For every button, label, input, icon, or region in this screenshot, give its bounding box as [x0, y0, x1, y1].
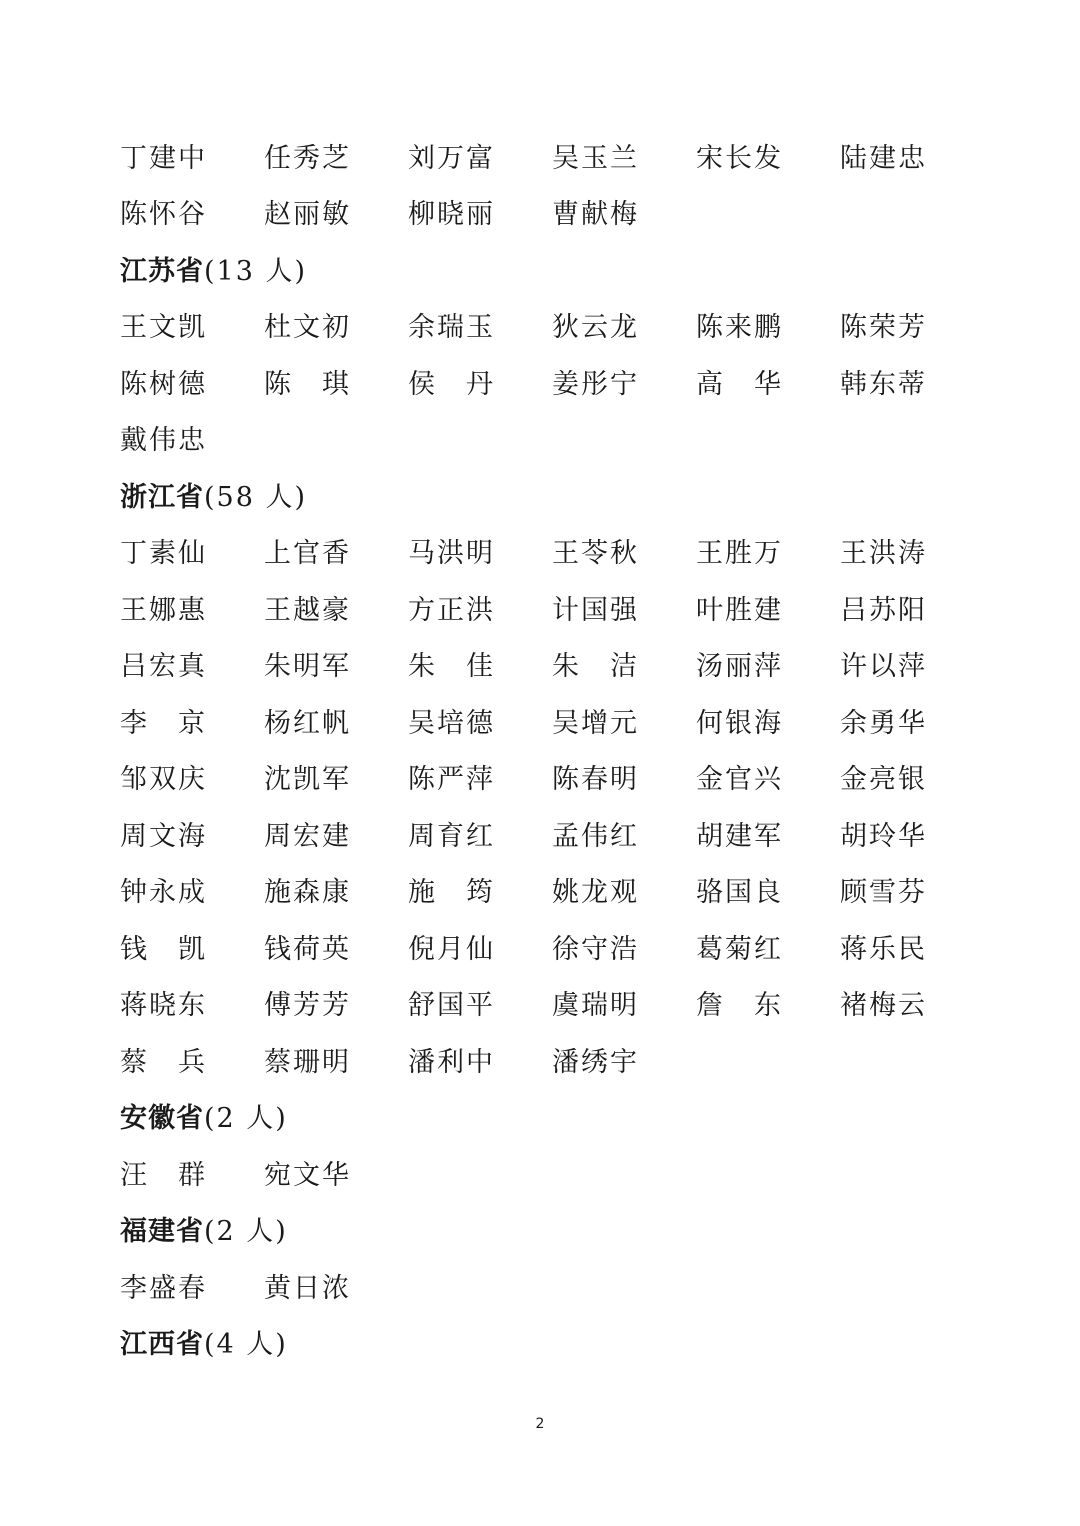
- person-name: 施 筠: [408, 877, 495, 909]
- name-row: [120, 978, 980, 1035]
- person-name: 舒国平: [408, 990, 495, 1022]
- person-name: 任秀芝: [264, 142, 351, 174]
- person-name: 余瑞玉: [408, 312, 495, 344]
- person-name: 曹献梅: [552, 199, 639, 231]
- person-name: 周宏建: [264, 820, 351, 852]
- name-row: [120, 808, 980, 865]
- province-heading: [120, 1204, 980, 1261]
- name-list-document: [120, 130, 980, 1373]
- province-heading: [120, 1091, 980, 1148]
- person-name: 吴培德: [408, 707, 495, 739]
- person-name: 吴玉兰: [552, 142, 639, 174]
- person-name: 黄日浓: [264, 1272, 351, 1304]
- person-name: 吕苏阳: [840, 594, 927, 626]
- person-name: 潘绣宇: [552, 1046, 639, 1078]
- person-name: 陈春明: [552, 764, 639, 796]
- person-name: 陈树德: [120, 368, 207, 400]
- person-name: 金亮银: [840, 764, 927, 796]
- province-name: 浙江省: [120, 481, 204, 513]
- person-name: 姜彤宁: [552, 368, 639, 400]
- name-row: [120, 1260, 980, 1317]
- person-name: 王娜惠: [120, 594, 207, 626]
- person-name: 陈怀谷: [120, 199, 207, 231]
- province-heading: [120, 469, 980, 526]
- person-name: 姚龙观: [552, 877, 639, 909]
- person-name: 余勇华: [840, 707, 927, 739]
- person-name: 何银海: [696, 707, 783, 739]
- province-count: (4 人): [204, 1329, 288, 1361]
- province-count: (13 人): [204, 255, 308, 287]
- name-row: [120, 130, 980, 187]
- name-row: [120, 752, 980, 809]
- person-name: 倪月仙: [408, 933, 495, 965]
- name-row: [120, 865, 980, 922]
- person-name: 陈 琪: [264, 368, 351, 400]
- person-name: 吴增元: [552, 707, 639, 739]
- person-name: 柳晓丽: [408, 199, 495, 231]
- name-row: [120, 526, 980, 583]
- person-name: 褚梅云: [840, 990, 927, 1022]
- person-name: 钱 凯: [120, 933, 207, 965]
- name-row: [120, 356, 980, 413]
- person-name: 朱明军: [264, 651, 351, 683]
- person-name: 赵丽敏: [264, 199, 351, 231]
- person-name: 杜文初: [264, 312, 351, 344]
- person-name: 陈荣芳: [840, 312, 927, 344]
- person-name: 侯 丹: [408, 368, 495, 400]
- person-name: 李盛春: [120, 1272, 207, 1304]
- person-name: 蔡珊明: [264, 1046, 351, 1078]
- province-name: 福建省: [120, 1216, 204, 1248]
- person-name: 骆国良: [696, 877, 783, 909]
- person-name: 刘万富: [408, 142, 495, 174]
- person-name: 胡建军: [696, 820, 783, 852]
- name-row: [120, 1147, 980, 1204]
- person-name: 钟永成: [120, 877, 207, 909]
- name-row: [120, 300, 980, 357]
- province-heading: [120, 1317, 980, 1374]
- person-name: 陈来鹏: [696, 312, 783, 344]
- person-name: 许以萍: [840, 651, 927, 683]
- page-number: 2: [535, 1416, 545, 1432]
- person-name: 蒋乐民: [840, 933, 927, 965]
- name-row: [120, 582, 980, 639]
- name-row: [120, 187, 980, 244]
- province-count: (2 人): [204, 1103, 288, 1135]
- person-name: 王文凯: [120, 312, 207, 344]
- person-name: 詹 东: [696, 990, 783, 1022]
- person-name: 李 京: [120, 707, 207, 739]
- person-name: 邹双庆: [120, 764, 207, 796]
- person-name: 沈凯军: [264, 764, 351, 796]
- person-name: 王洪涛: [840, 538, 927, 570]
- person-name: 葛菊红: [696, 933, 783, 965]
- name-row: [120, 921, 980, 978]
- person-name: 孟伟红: [552, 820, 639, 852]
- person-name: 朱 佳: [408, 651, 495, 683]
- province-count: (2 人): [204, 1216, 288, 1248]
- name-row: [120, 695, 980, 752]
- province-heading: [120, 243, 980, 300]
- person-name: 汤丽萍: [696, 651, 783, 683]
- province-name: 江苏省: [120, 255, 204, 287]
- person-name: 叶胜建: [696, 594, 783, 626]
- person-name: 傅芳芳: [264, 990, 351, 1022]
- person-name: 钱荷英: [264, 933, 351, 965]
- person-name: 王越豪: [264, 594, 351, 626]
- person-name: 蔡 兵: [120, 1046, 207, 1078]
- person-name: 顾雪芬: [840, 877, 927, 909]
- person-name: 陈严萍: [408, 764, 495, 796]
- province-name: 安徽省: [120, 1103, 204, 1135]
- person-name: 丁素仙: [120, 538, 207, 570]
- person-name: 戴伟忠: [120, 425, 207, 457]
- person-name: 王胜万: [696, 538, 783, 570]
- name-row: [120, 413, 980, 470]
- name-row: [120, 1034, 980, 1091]
- name-row: [120, 639, 980, 696]
- person-name: 宋长发: [696, 142, 783, 174]
- person-name: 汪 群: [120, 1159, 207, 1191]
- person-name: 丁建中: [120, 142, 207, 174]
- person-name: 马洪明: [408, 538, 495, 570]
- person-name: 计国强: [552, 594, 639, 626]
- person-name: 宛文华: [264, 1159, 351, 1191]
- person-name: 胡玲华: [840, 820, 927, 852]
- person-name: 杨红帆: [264, 707, 351, 739]
- province-name: 江西省: [120, 1329, 204, 1361]
- person-name: 徐守浩: [552, 933, 639, 965]
- person-name: 蒋晓东: [120, 990, 207, 1022]
- person-name: 陆建忠: [840, 142, 927, 174]
- person-name: 金官兴: [696, 764, 783, 796]
- person-name: 潘利中: [408, 1046, 495, 1078]
- province-count: (58 人): [204, 481, 308, 513]
- person-name: 施森康: [264, 877, 351, 909]
- person-name: 方正洪: [408, 594, 495, 626]
- person-name: 吕宏真: [120, 651, 207, 683]
- person-name: 狄云龙: [552, 312, 639, 344]
- person-name: 朱 洁: [552, 651, 639, 683]
- person-name: 韩东蒂: [840, 368, 927, 400]
- person-name: 上官香: [264, 538, 351, 570]
- person-name: 周文海: [120, 820, 207, 852]
- person-name: 虞瑞明: [552, 990, 639, 1022]
- person-name: 王苓秋: [552, 538, 639, 570]
- person-name: 周育红: [408, 820, 495, 852]
- person-name: 高 华: [696, 368, 783, 400]
